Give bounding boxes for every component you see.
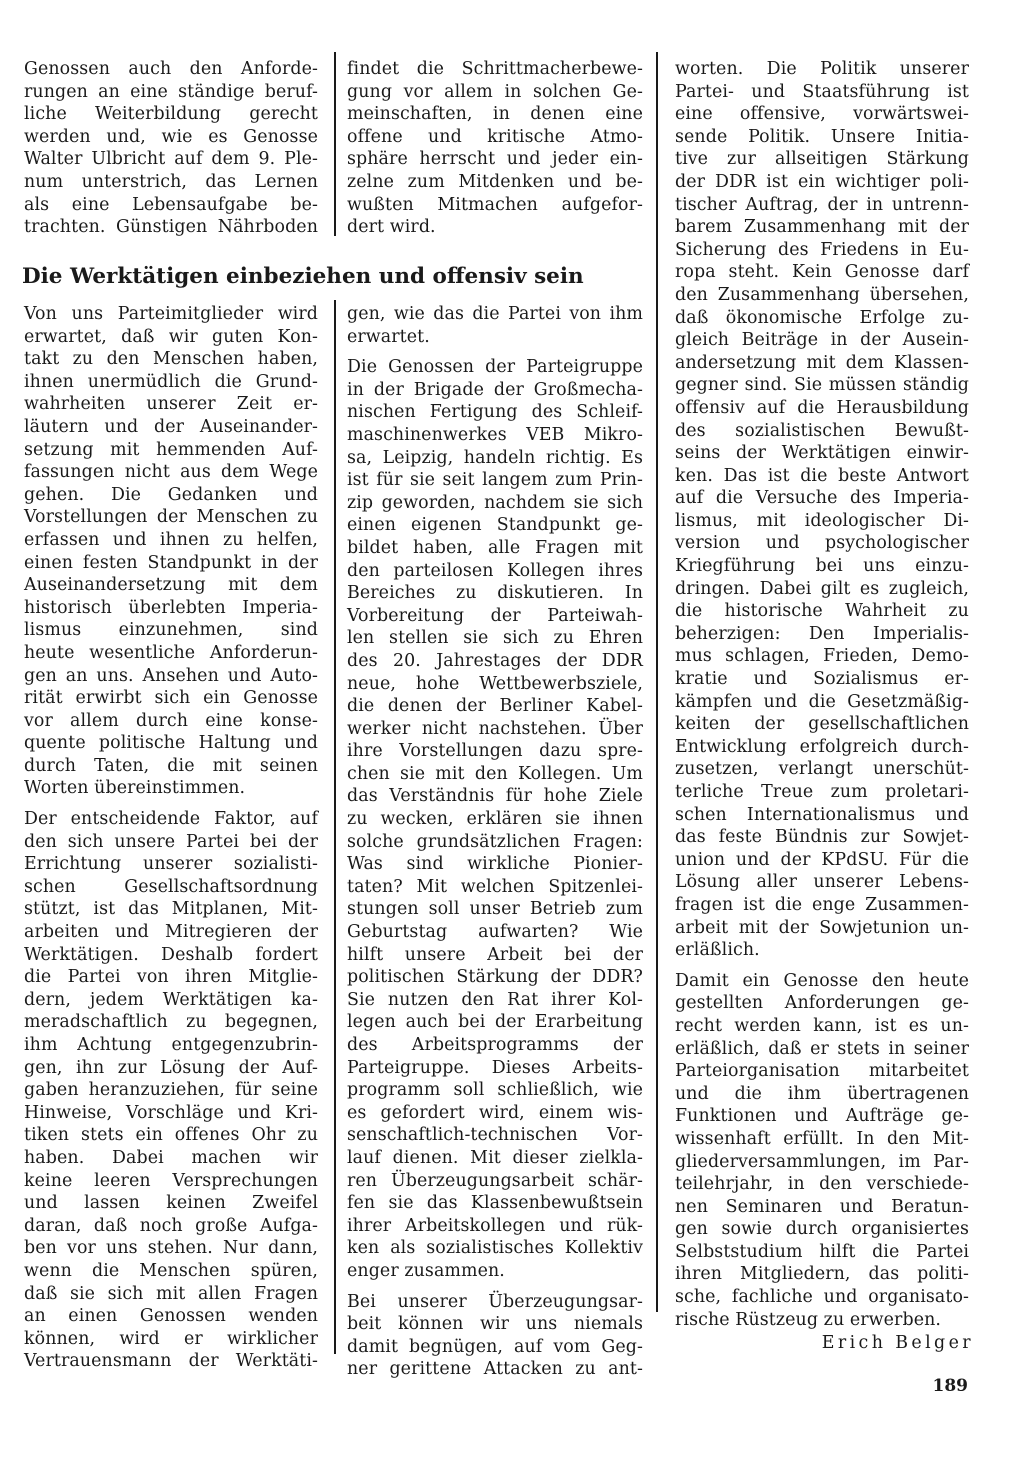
- text-line: takt zu den Menschen haben,: [24, 349, 318, 370]
- text-line: seins der Werktätigen einwir-: [675, 443, 969, 464]
- text-line: ben vor uns stehen. Nur dann,: [24, 1238, 318, 1259]
- text-line: rische Rüstzeug zu erwerben.: [675, 1309, 942, 1330]
- text-line: gehen. Die Gedanken und: [24, 484, 318, 505]
- text-line: Der entscheidende Faktor, auf: [24, 809, 318, 830]
- text-line: das feste Bündnis zur Sowjet-: [675, 827, 969, 848]
- text-line: worten. Die Politik unserer: [675, 59, 969, 79]
- text-line: gung vor allem in solchen Ge-: [347, 81, 643, 102]
- text-line: sende Politik. Unsere Initia-: [675, 126, 969, 147]
- text-line: Parteiorganisation mitarbeitet: [675, 1061, 969, 1082]
- text-line: ner gerittene Attacken zu ant-: [347, 1359, 643, 1380]
- text-line: erläßlich.: [675, 940, 760, 961]
- text-line: meradschaftlich zu begegnen,: [24, 1012, 318, 1033]
- text-line: als eine Lebensaufgabe be-: [24, 194, 318, 215]
- text-line: einen eigenen Standpunkt ge-: [347, 515, 643, 536]
- text-line: tischer Auftrag, der in untrenn-: [675, 194, 969, 215]
- text-line: gen an uns. Ansehen und Auto-: [24, 665, 318, 686]
- text-line: senschaftlich-technischen Vor-: [347, 1125, 643, 1146]
- text-line: Bei unserer Überzeugungsar-: [347, 1291, 643, 1312]
- text-line: des sozialistischen Bewußt-: [675, 420, 969, 441]
- text-line: heute wesentliche Anforderun-: [24, 642, 318, 663]
- text-line: hilft unsere Arbeit bei der: [347, 944, 643, 965]
- text-line: Werktätigen. Deshalb fordert: [24, 944, 318, 965]
- text-line: Worten übereinstimmen.: [24, 778, 246, 799]
- text-line: Damit ein Genosse den heute: [675, 970, 969, 991]
- author-signature: Erich Belger: [821, 1333, 974, 1353]
- text-line: und die ihm übertragenen: [675, 1083, 969, 1104]
- text-line: politischen Stärkung der DDR?: [347, 967, 643, 988]
- text-line: Errichtung unserer sozialisti-: [24, 854, 318, 875]
- article-heading: Die Werktätigen einbeziehen und offensiv sein: [22, 264, 584, 289]
- text-line: ropa steht. Kein Genosse darf: [675, 262, 969, 283]
- text-line: stungen soll unser Betrieb zum: [347, 899, 643, 920]
- text-line: des 20. Jahrestages der DDR: [347, 650, 643, 671]
- text-line: Vorbereitung der Parteiwah-: [347, 605, 643, 626]
- text-line: Bereiches zu diskutieren. In: [347, 583, 643, 604]
- column-rule-left: [334, 300, 336, 1354]
- text-line: daran, daß noch große Aufga-: [24, 1215, 318, 1236]
- text-line: fragen ist die enge Zusammen-: [675, 894, 969, 915]
- text-line: die Partei von ihren Mitglie-: [24, 967, 318, 988]
- text-line: bildet haben, alle Fragen mit: [347, 537, 643, 558]
- text-line: keine leeren Versprechungen: [24, 1170, 318, 1191]
- text-line: ren Überzeugungsarbeit schär-: [347, 1170, 643, 1191]
- column-rule-top-middle: [656, 52, 658, 1312]
- column-middle: [347, 303, 643, 1381]
- text-line: Lösung aller unserer Lebens-: [675, 872, 969, 893]
- text-line: Kriegführung bei uns einzu-: [675, 556, 969, 577]
- text-line: kratie und Sozialismus er-: [675, 669, 969, 690]
- text-line: gleich Beiträge in der Ausein-: [675, 330, 969, 351]
- column-top-middle: [347, 58, 643, 239]
- text-line: ihre Vorstellungen dazu spre-: [347, 741, 643, 762]
- text-line: es gefordert wird, einem wis-: [347, 1102, 643, 1123]
- text-line: zelne zum Mitdenken und be-: [347, 171, 643, 192]
- text-line: daß ökonomische Erfolge zu-: [675, 307, 969, 328]
- paragraph-gap: [675, 962, 969, 970]
- text-line: quente politische Haltung und: [24, 733, 318, 754]
- text-line: den Zusammenhang übersehen,: [675, 284, 969, 305]
- text-line: ken. Das ist die beste Antwort: [675, 465, 969, 486]
- column-right: [675, 58, 969, 1331]
- text-line: gegner sind. Sie müssen ständig: [675, 375, 969, 396]
- text-line: terliche Treue zum proletari-: [675, 782, 969, 802]
- text-line: stützt, ist das Mitplanen, Mit-: [24, 899, 318, 920]
- text-line: rität erwirbt sich ein Genosse: [24, 688, 318, 709]
- text-line: den parteilosen Kollegen ihres: [347, 560, 643, 581]
- text-line: num unterstrich, das Lernen: [24, 171, 318, 192]
- text-line: gestellten Anforderungen ge-: [675, 993, 969, 1014]
- text-line: sphäre herrscht und jeder ein-: [347, 149, 643, 170]
- paragraph-gap: [347, 348, 643, 356]
- text-line: version und psychologischer: [675, 533, 969, 554]
- text-line: die denen der Berliner Kabel-: [347, 696, 643, 717]
- text-line: recht werden kann, ist es un-: [675, 1015, 969, 1036]
- text-line: Vorstellungen der Menschen zu: [24, 507, 318, 528]
- text-line: gen, ihn zur Lösung der Auf-: [24, 1057, 318, 1078]
- text-line: schen Internationalismus und: [675, 804, 969, 825]
- text-line: tive zur allseitigen Stärkung: [675, 149, 969, 170]
- text-line: einen festen Standpunkt in der: [24, 552, 318, 573]
- text-line: Walter Ulbricht auf dem 9. Ple-: [24, 149, 318, 170]
- text-line: setzung mit hemmenden Auf-: [24, 439, 318, 460]
- text-line: sche, fachliche und organisato-: [675, 1287, 969, 1308]
- text-line: die historische Wahrheit zu: [675, 601, 969, 622]
- text-line: lauf dienen. Mit dieser zielkla-: [347, 1147, 643, 1168]
- text-line: trachten. Günstigen Nährboden: [24, 217, 318, 238]
- text-line: barem Zusammenhang mit der: [675, 217, 969, 238]
- text-line: legen auch bei der Erarbeitung: [347, 1012, 643, 1033]
- text-line: läutern und der Auseinander-: [24, 416, 318, 437]
- text-line: zip geworden, nachdem sie sich: [347, 492, 643, 513]
- paragraph: [24, 58, 318, 239]
- text-line: Geburtstag aufwarten? Wie: [347, 922, 643, 943]
- text-line: gliederversammlungen, im Par-: [675, 1151, 969, 1172]
- text-line: ihrer Arbeitskollegen und rük-: [347, 1215, 643, 1236]
- text-line: gen, wie das die Partei von ihm: [347, 304, 643, 324]
- text-line: daß sie sich mit allen Fragen: [24, 1283, 318, 1304]
- text-line: wußten Mitmachen aufgefor-: [347, 194, 643, 215]
- text-line: haben. Dabei machen wir: [24, 1147, 318, 1168]
- text-line: beherzigen: Den Imperialis-: [675, 623, 969, 644]
- text-line: und lassen keinen Zweifel: [24, 1193, 318, 1214]
- text-line: dringen. Dabei gilt es zugleich,: [675, 578, 969, 599]
- text-line: Vertrauensmann der Werktäti-: [24, 1351, 318, 1372]
- text-line: nischen Fertigung des Schleif-: [347, 402, 643, 423]
- text-line: Selbststudium hilft die Partei: [675, 1241, 969, 1262]
- text-line: werden und, wie es Genosse: [24, 126, 318, 147]
- text-line: erfassen und ihnen zu helfen,: [24, 529, 318, 550]
- text-line: zusetzen, verlangt unerschüt-: [675, 759, 969, 780]
- text-line: Parteigruppe. Dieses Arbeits-: [347, 1057, 643, 1078]
- column-top-left: [24, 58, 318, 239]
- text-line: das Verständnis für hohe Ziele: [347, 786, 643, 807]
- text-line: vor allem durch eine konse-: [24, 710, 318, 731]
- text-line: Hinweise, Vorschläge und Kri-: [24, 1102, 318, 1123]
- text-line: solche grundsätzlichen Fragen:: [347, 831, 643, 852]
- text-line: auf die Versuche des Imperia-: [675, 488, 969, 509]
- text-line: Genossen auch den Anforde-: [24, 59, 318, 79]
- text-line: Von uns Parteimitglieder wird: [24, 304, 318, 324]
- text-line: lismus einzunehmen, sind: [24, 620, 318, 641]
- column-rule-top-left: [334, 52, 336, 236]
- paragraph: [347, 1291, 643, 1381]
- paragraph-gap: [24, 800, 318, 808]
- text-line: dert wird.: [347, 217, 436, 238]
- text-line: des Arbeitsprogramms der: [347, 1035, 643, 1055]
- text-line: lismus, mit ideologischer Di-: [675, 510, 969, 531]
- text-line: gen sowie durch organisiertes: [675, 1219, 969, 1240]
- text-line: mus schlagen, Frieden, Demo-: [675, 646, 969, 667]
- paragraph-gap: [347, 1283, 643, 1291]
- text-line: arbeit mit der Sowjetunion un-: [675, 917, 969, 938]
- text-line: historisch überlebten Imperia-: [24, 597, 318, 618]
- text-line: eine offensive, vorwärtswei-: [675, 104, 969, 125]
- text-line: nen Seminaren und Beratun-: [675, 1196, 969, 1217]
- text-line: fen sie das Klassenbewußtsein: [347, 1193, 643, 1214]
- text-line: Entwicklung erfolgreich durch-: [675, 736, 969, 757]
- paragraph: [347, 303, 643, 348]
- text-line: chen sie mit den Kollegen. Um: [347, 763, 643, 784]
- text-line: enger zusammen.: [347, 1260, 505, 1281]
- text-line: wenn die Menschen spüren,: [24, 1260, 318, 1281]
- text-line: in der Brigade der Großmecha-: [347, 379, 643, 400]
- text-line: sa, Leipzig, handeln richtig. Es: [347, 447, 643, 468]
- text-line: ihnen unermüdlich die Grund-: [24, 371, 318, 392]
- text-line: Sie nutzen den Rat ihrer Kol-: [347, 989, 643, 1010]
- text-line: erwartet, daß wir guten Kon-: [24, 326, 318, 347]
- text-line: keiten der gesellschaftlichen: [675, 714, 969, 735]
- text-line: wahrheiten unserer Zeit er-: [24, 394, 318, 415]
- paragraph: [347, 58, 643, 239]
- text-line: Sicherung des Friedens in Eu-: [675, 239, 969, 260]
- text-line: ihren Mitgliedern, das politi-: [675, 1264, 969, 1285]
- text-line: teilehrjahr, in den verschiede-: [675, 1174, 969, 1195]
- text-line: union und der KPdSU. Für die: [675, 849, 969, 870]
- text-line: liche Weiterbildung gerecht: [24, 104, 318, 125]
- paragraph: [347, 356, 643, 1282]
- text-line: arbeiten und Mitregieren der: [24, 922, 318, 943]
- text-line: den sich unsere Partei bei der: [24, 831, 318, 852]
- text-line: taten? Mit welchen Spitzenlei-: [347, 876, 643, 897]
- text-line: werker nicht nachstehen. Über: [347, 718, 643, 739]
- text-line: damit begnügen, auf vom Geg-: [347, 1336, 643, 1357]
- text-line: Partei- und Staatsführung ist: [675, 81, 969, 102]
- text-line: an einen Genossen wenden: [24, 1306, 318, 1327]
- paragraph: [24, 808, 318, 1373]
- text-line: beit können wir uns niemals: [347, 1314, 643, 1335]
- text-line: gaben heranzuziehen, für seine: [24, 1080, 318, 1101]
- text-line: Was sind wirkliche Pionier-: [347, 854, 643, 875]
- text-line: wissenhaft erfüllt. In den Mit-: [675, 1128, 969, 1149]
- column-left: [24, 303, 318, 1373]
- page-number: 189: [932, 1376, 968, 1396]
- text-line: meinschaften, in denen eine: [347, 104, 643, 125]
- paragraph: [675, 58, 969, 962]
- text-line: schen Gesellschaftsordnung: [24, 876, 318, 897]
- text-line: tiken stets ein offenes Ohr zu: [24, 1125, 318, 1146]
- text-line: rungen an eine ständige beruf-: [24, 81, 318, 102]
- text-line: ist für sie seit langem zum Prin-: [347, 470, 643, 491]
- text-line: offensiv auf die Herausbildung: [675, 397, 969, 418]
- text-line: erläßlich, daß er stets in seiner: [675, 1038, 969, 1059]
- text-line: fassungen nicht aus dem Wege: [24, 462, 318, 483]
- text-line: erwartet.: [347, 326, 430, 347]
- text-line: kämpfen und die Gesetzmäßig-: [675, 691, 969, 712]
- text-line: Auseinandersetzung mit dem: [24, 575, 318, 596]
- text-line: ihm Achtung entgegenzubrin-: [24, 1035, 318, 1055]
- text-line: andersetzung mit dem Klassen-: [675, 352, 969, 373]
- text-line: programm soll schließlich, wie: [347, 1080, 643, 1101]
- text-line: durch Taten, die mit seinen: [24, 755, 318, 776]
- text-line: der DDR ist ein wichtiger poli-: [675, 171, 969, 192]
- paragraph: [24, 303, 318, 800]
- text-line: maschinenwerkes VEB Mikro-: [347, 424, 643, 445]
- text-line: neue, hohe Wettbewerbsziele,: [347, 673, 643, 694]
- text-line: len stellen sie sich zu Ehren: [347, 628, 643, 649]
- paragraph: [675, 970, 969, 1332]
- text-line: dern, jedem Werktätigen ka-: [24, 989, 318, 1010]
- text-line: Die Genossen der Parteigruppe: [347, 357, 643, 378]
- text-line: zu wecken, erklären sie ihnen: [347, 809, 643, 830]
- text-line: können, wird er wirklicher: [24, 1328, 318, 1349]
- text-line: offene und kritische Atmo-: [347, 126, 643, 147]
- text-line: Funktionen und Aufträge ge-: [675, 1106, 969, 1127]
- text-line: findet die Schrittmacherbewe-: [347, 59, 643, 79]
- text-line: ken als sozialistisches Kollektiv: [347, 1238, 643, 1259]
